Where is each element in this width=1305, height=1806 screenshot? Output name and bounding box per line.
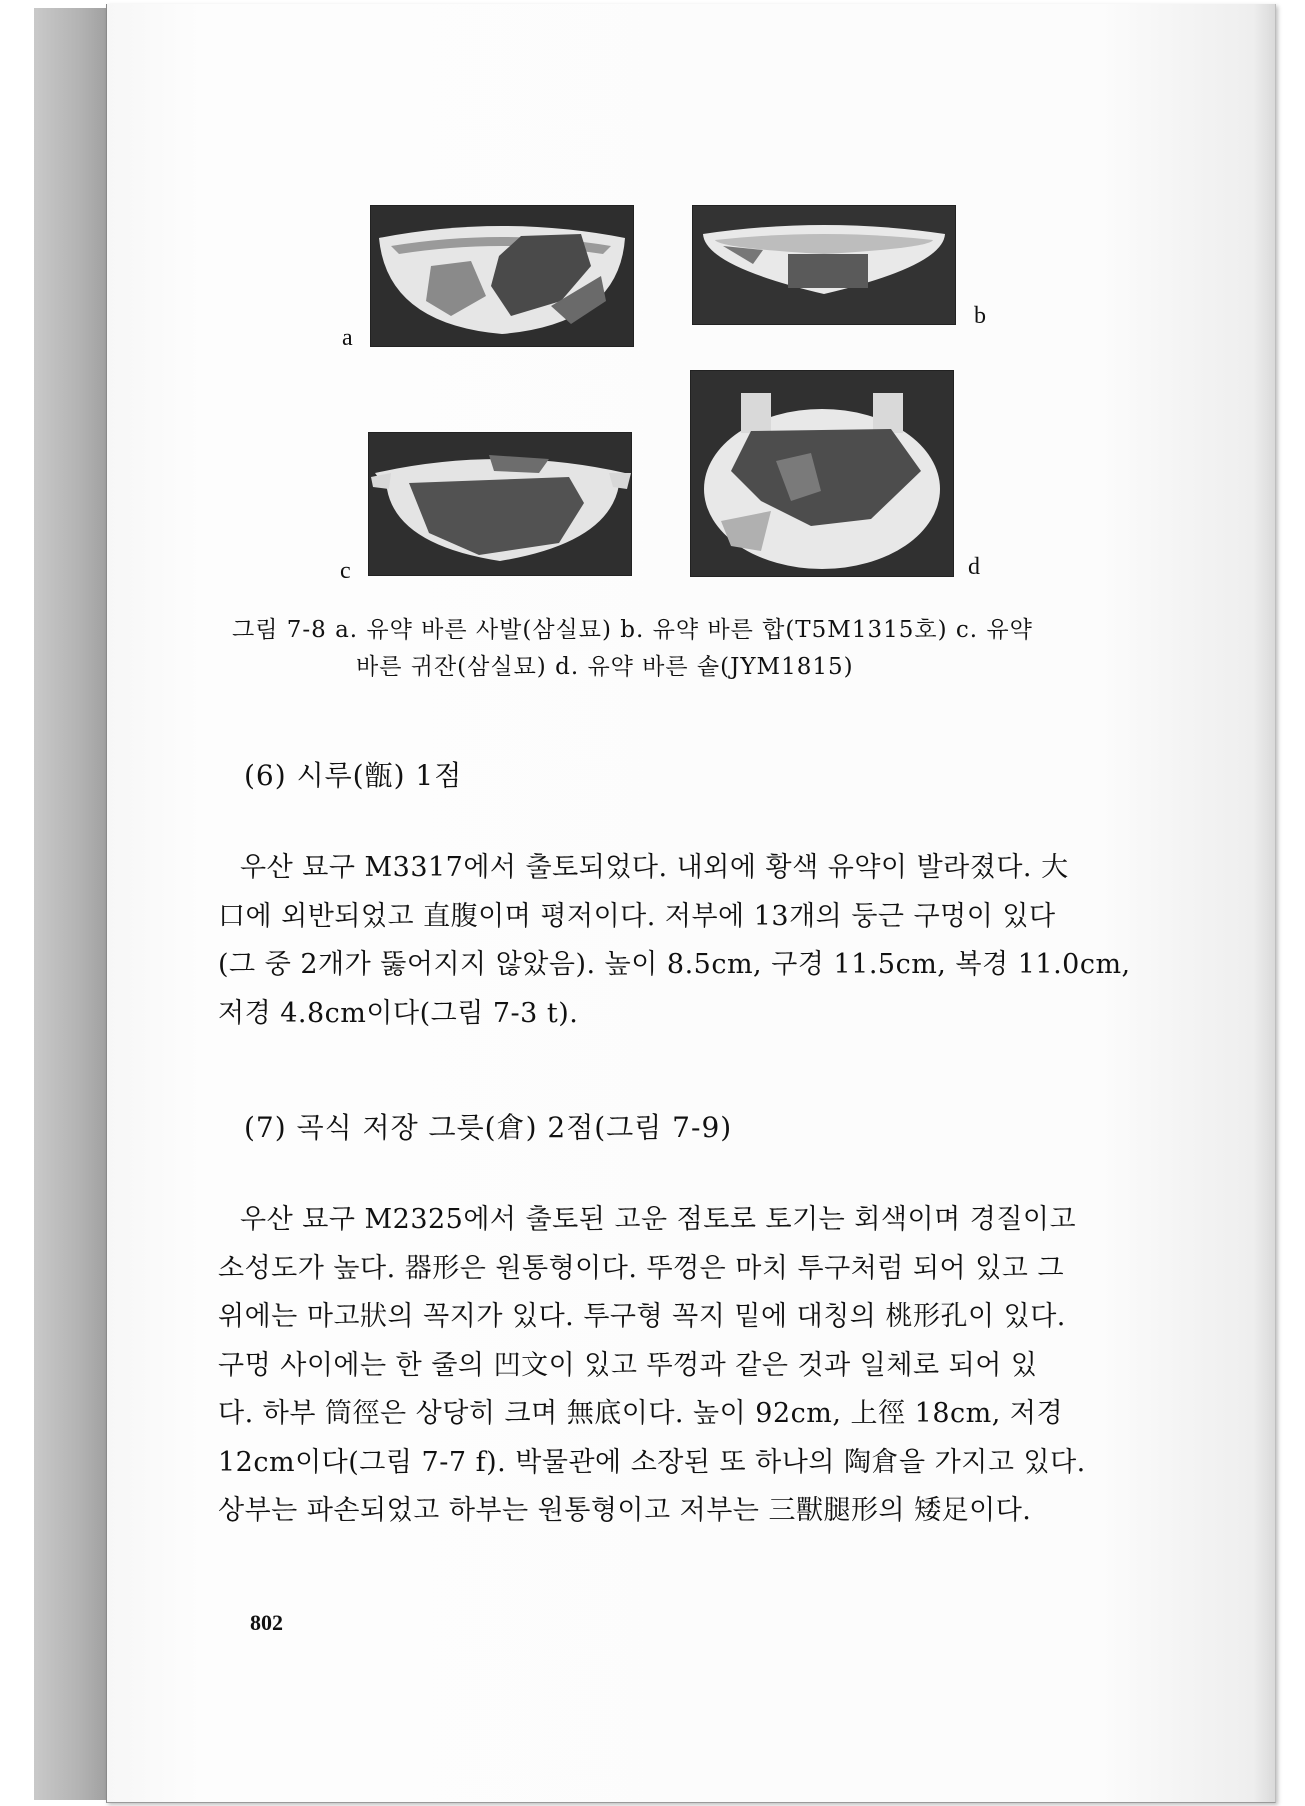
section-6-heading: (6) 시루(甑) 1점 — [244, 759, 463, 792]
section-7-paragraph — [218, 1196, 1118, 1536]
cauldron-image — [691, 371, 953, 576]
figure-caption-line-1: 그림 7-8 a. 유약 바른 사발(삼실묘) b. 유약 바른 합(T5M1315호) c. 유약 — [232, 617, 1033, 643]
paragraph-line: 소성도가 높다. 器形은 원통형이다. 뚜껑은 마치 투구처럼 되어 있고 그 — [218, 1252, 1065, 1284]
page-edge-shadow — [1253, 4, 1275, 1802]
paragraph-line: 우산 묘구 M3317에서 출토되었다. 내외에 황색 유약이 발라졌다. 大 — [240, 852, 1069, 883]
bowl-image — [371, 206, 633, 346]
figure-photo-a-bowl — [370, 205, 634, 347]
paragraph-line: 저경 4.8cm이다(그림 7-3 t). — [218, 997, 579, 1029]
figure-photo-c-eared-cup — [368, 432, 632, 576]
figure-caption-line-2: 바른 귀잔(삼실묘) d. 유약 바른 솥(JYM1815) — [356, 654, 854, 680]
book-spine — [34, 8, 110, 1800]
paragraph-line: 다. 하부 筒徑은 상당히 크며 無底이다. 높이 92cm, 上徑 18cm, 저경 — [218, 1398, 1064, 1429]
section-7-heading: (7) 곡식 저장 그릇(倉) 2점(그림 7-9) — [244, 1111, 733, 1144]
figure-photo-d-cauldron — [690, 370, 954, 577]
paragraph-line: 상부는 파손되었고 하부는 원통형이고 저부는 三獸腿形의 矮足이다. — [218, 1495, 1032, 1526]
paragraph-line: 口에 외반되었고 直腹이며 평저이다. 저부에 13개의 둥근 구멍이 있다 — [218, 900, 1056, 932]
figure-label-b: b — [974, 303, 986, 329]
figure-label-a: a — [342, 325, 353, 351]
figure-label-c: c — [340, 558, 351, 584]
section-6-paragraph — [218, 844, 1131, 1038]
paragraph-line: 구멍 사이에는 한 줄의 凹文이 있고 뚜껑과 같은 것과 일체로 되어 있 — [218, 1349, 1038, 1381]
dish-image — [693, 206, 955, 324]
figure-label-d: d — [968, 554, 980, 580]
paragraph-line: 우산 묘구 M2325에서 출토된 고운 점토로 토기는 회색이며 경질이고 — [240, 1204, 1077, 1235]
paragraph-line: 12cm이다(그림 7-7 f). 박물관에 소장된 또 하나의 陶倉을 가지고 있다. — [218, 1446, 1086, 1478]
eared-cup-image — [369, 433, 631, 575]
figure-photo-b-dish — [692, 205, 956, 325]
paragraph-line: (그 중 2개가 뚫어지지 않았음). 높이 8.5cm, 구경 11.5cm, 복경 11.0cm, — [218, 949, 1131, 980]
paragraph-line: 위에는 마고狀의 꼭지가 있다. 투구형 꼭지 밑에 대칭의 桃形孔이 있다. — [218, 1301, 1066, 1332]
page-number: 802 — [250, 1610, 283, 1635]
